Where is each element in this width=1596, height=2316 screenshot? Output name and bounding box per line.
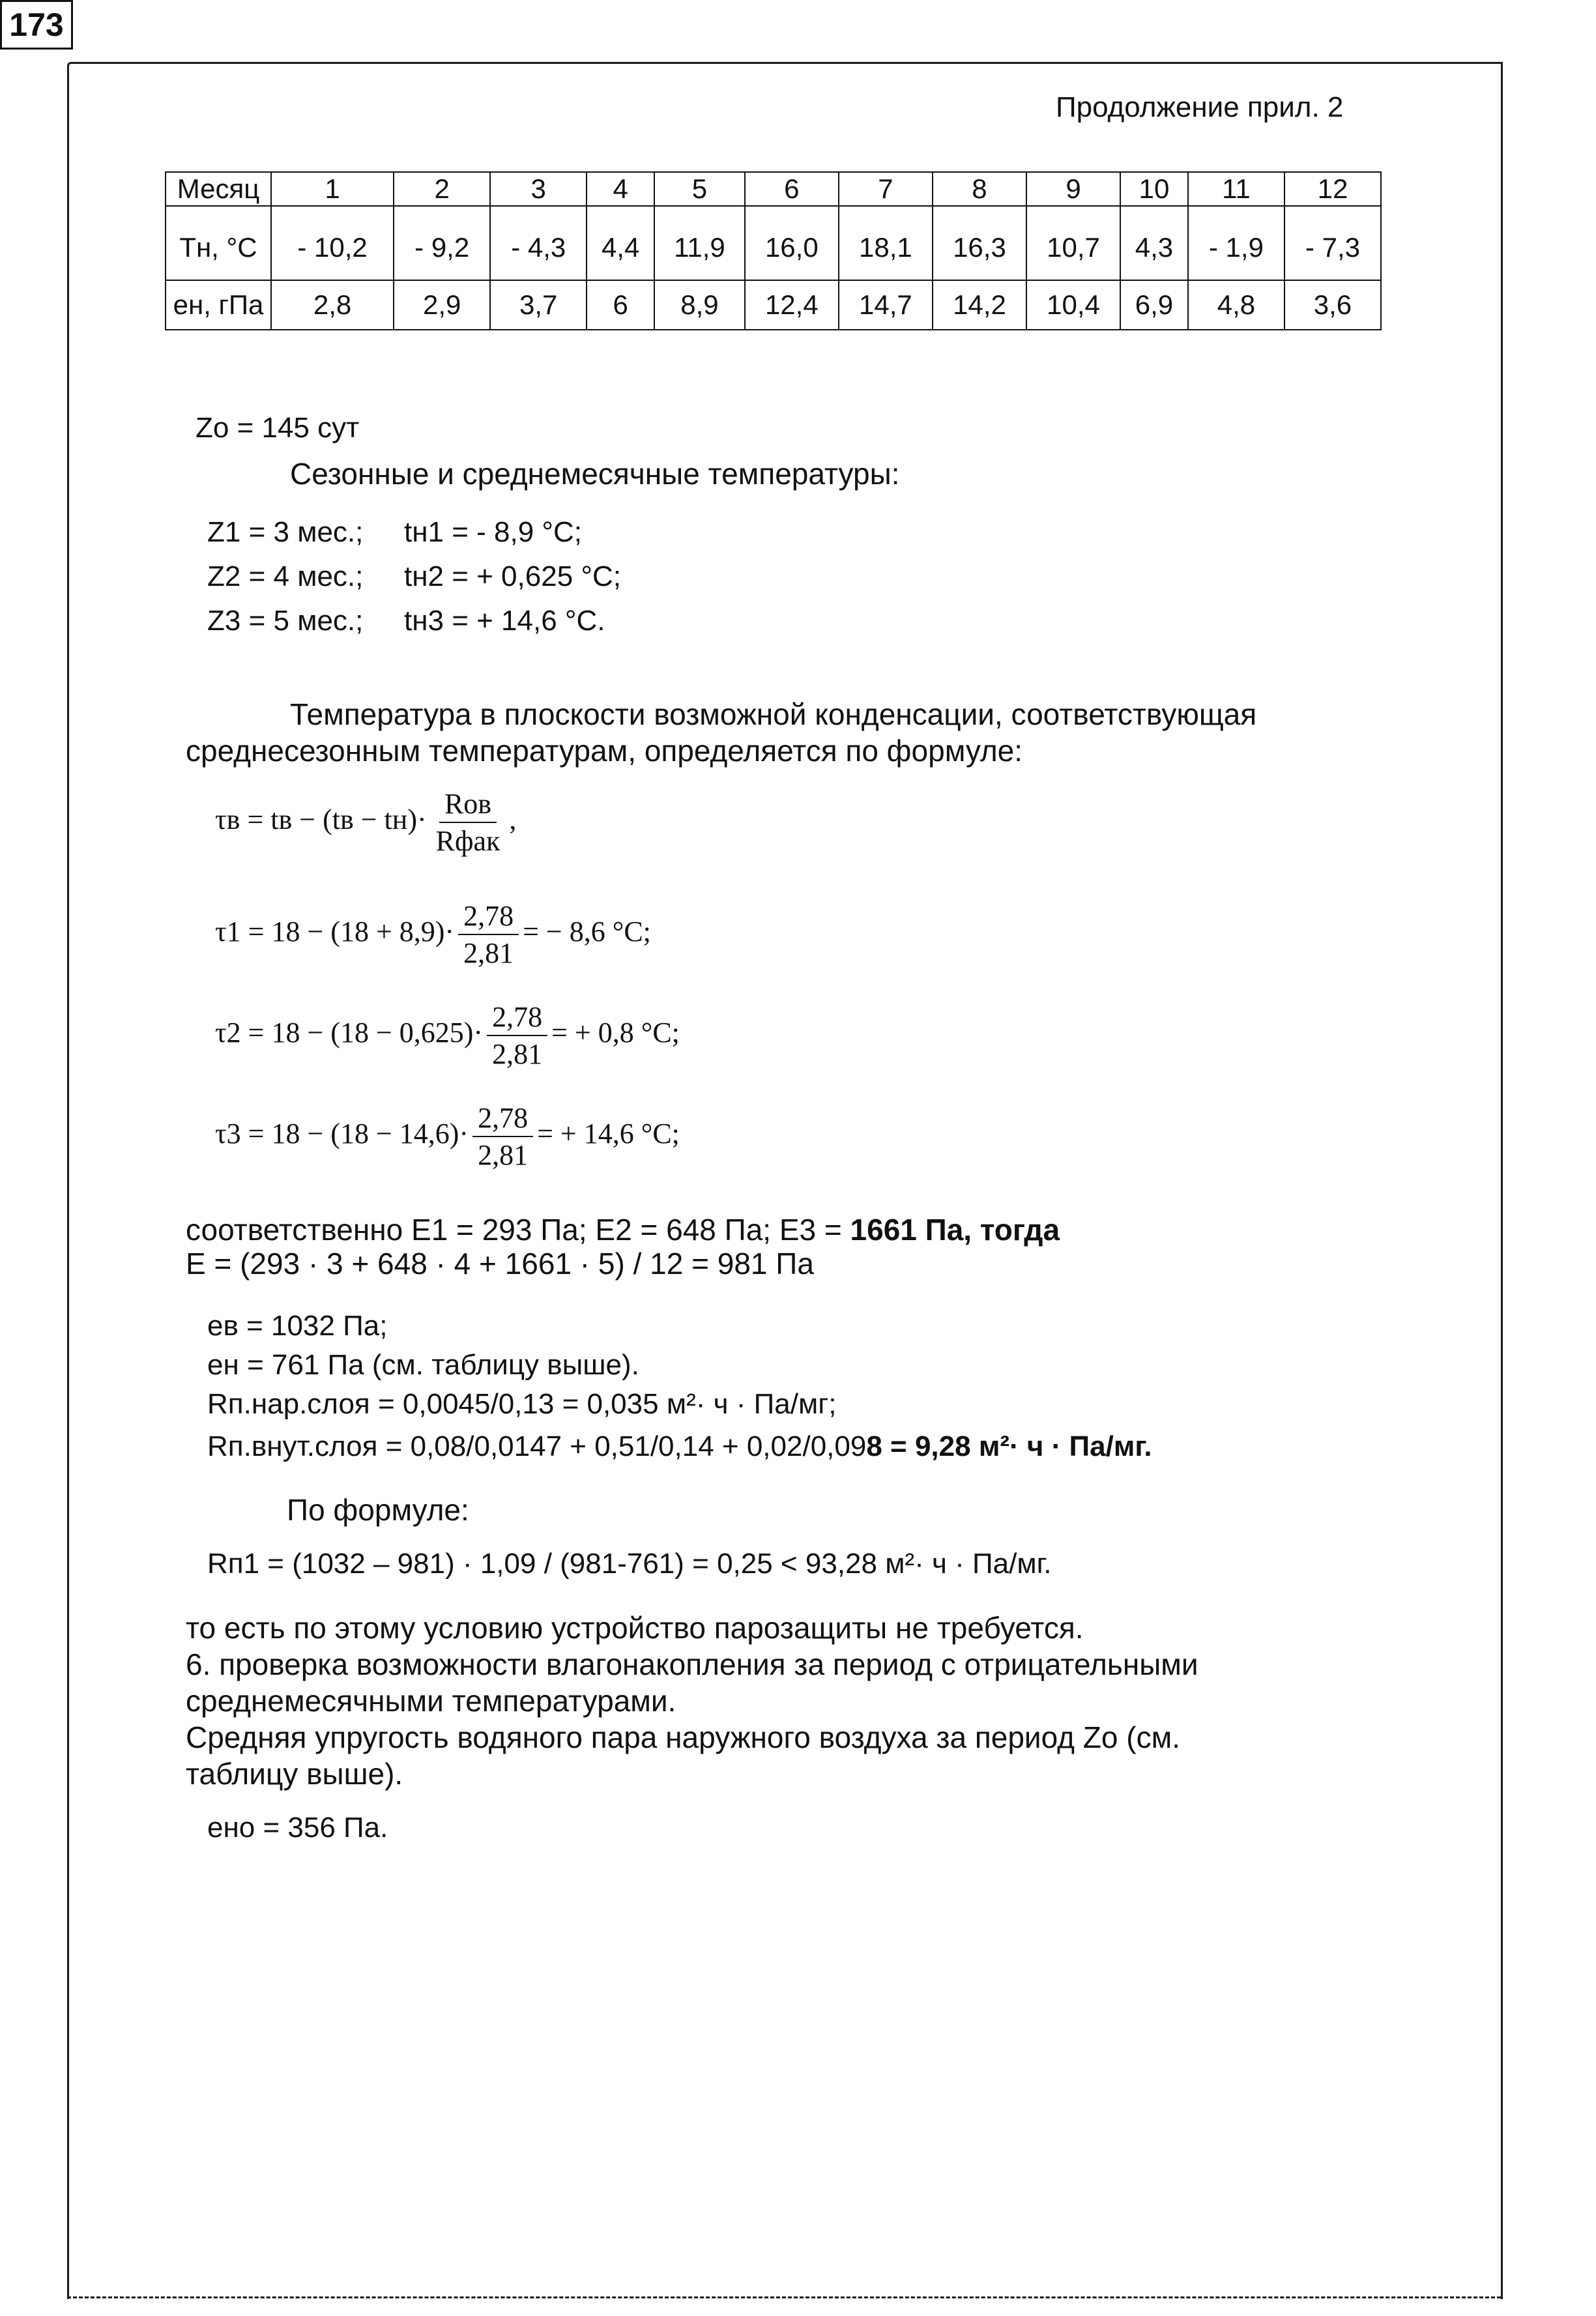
table-cell: 12: [1284, 172, 1381, 206]
conclusion-line-3: среднемесячными температурами.: [186, 1684, 676, 1718]
row-header-cell: ен, гПа: [166, 280, 271, 330]
conclusion-line-1: то есть по этому условию устройство парозащиты не требуется.: [186, 1611, 1084, 1645]
eno-line: ено = 356 Па.: [207, 1812, 388, 1844]
formula-tau3-rhs: = + 14,6 °C;: [537, 1118, 680, 1150]
table-cell: 12,4: [745, 280, 839, 330]
formula-general: [215, 787, 516, 858]
formula-tau3: [215, 1101, 680, 1172]
table-cell: 10,4: [1026, 280, 1120, 330]
table-cell: 16,3: [933, 206, 1026, 280]
table-cell: 6: [587, 280, 654, 330]
season-t2: tн2 = + 0,625 °C;: [404, 560, 621, 592]
row-header-cell: Месяц: [166, 172, 271, 206]
formula-tau1-rhs: = − 8,6 °C;: [523, 916, 651, 948]
season-z1: Z1 = 3 мес.;: [207, 516, 364, 548]
r-vnut-line: [207, 1430, 1152, 1463]
formula-tau3-num: 2,78: [472, 1101, 533, 1137]
conclusion-block: [186, 1610, 1378, 1792]
table-cell: 4,8: [1188, 280, 1284, 330]
table-cell: 11,9: [654, 206, 745, 280]
table-cell: 2: [394, 172, 490, 206]
formula-tau1: [215, 899, 651, 970]
table-cell: 7: [839, 172, 933, 206]
table-cell: 2,8: [271, 280, 394, 330]
table-cell: 3,6: [1284, 280, 1381, 330]
page-frame-bottom: [67, 2296, 1501, 2298]
result-line-1-a: соответственно Е1 = 293 Па; Е2 = 648 Па; Е3 =: [186, 1213, 850, 1247]
month-row: [166, 172, 1381, 206]
formula-tau2-rhs: = + 0,8 °C;: [551, 1017, 680, 1049]
formula-tau2: [215, 1000, 680, 1071]
table-cell: 18,1: [839, 206, 933, 280]
table-cell: 5: [654, 172, 745, 206]
table-cell: - 7,3: [1284, 206, 1381, 280]
row-header-cell: Тн, °С: [166, 206, 271, 280]
table-cell: - 9,2: [394, 206, 490, 280]
table-cell: 6: [745, 172, 839, 206]
formula-tau2-den: 2,81: [492, 1038, 543, 1070]
season-z3: Z3 = 5 мес.;: [207, 605, 364, 637]
page-number: 173: [0, 0, 73, 50]
en-line: ен = 761 Па (см. таблицу выше).: [207, 1349, 639, 1381]
formula-general-den: Rфак: [435, 825, 501, 857]
page-frame: [67, 62, 1503, 2299]
r-vnut-a: Rп.внут.слоя = 0,08/0,0147 + 0,51/0,14 + 0,02/0,09: [207, 1430, 867, 1462]
table-cell: 1: [271, 172, 394, 206]
r-nar-line: Rп.нар.слоя = 0,0045/0,13 = 0,035 м²· ч · Па/мг;: [207, 1388, 837, 1420]
table-cell: 10,7: [1026, 206, 1120, 280]
table-cell: 11: [1188, 172, 1284, 206]
table-cell: 14,2: [933, 280, 1026, 330]
intro-paragraph: Температура в плоскости возможной конденсации, соответствующая среднесезонным температурам, определяется по формуле:: [186, 697, 1257, 768]
result-line-1: [186, 1212, 1060, 1247]
conclusion-line-5: таблицу выше).: [186, 1757, 403, 1791]
rp1-line: Rп1 = (1032 – 981) · 1,09 / (981-761) = 0,25 < 93,28 м²· ч · Па/мг.: [207, 1548, 1052, 1580]
formula-tau1-lhs: τ1 = 18 − (18 + 8,9)·: [215, 916, 455, 948]
table-cell: 4,3: [1120, 206, 1188, 280]
formula-tau3-lhs: τ3 = 18 − (18 − 14,6)·: [215, 1118, 469, 1150]
formula-tau1-den: 2,81: [463, 937, 514, 969]
table-cell: 9: [1026, 172, 1120, 206]
table-cell: 8,9: [654, 280, 745, 330]
table-cell: 4: [587, 172, 654, 206]
table-cell: 2,9: [394, 280, 490, 330]
season-t3: tн3 = + 14,6 °C.: [404, 605, 605, 637]
formula-general-lhs: τв = tв − (tв − tн)·: [215, 803, 427, 836]
season-z2: Z2 = 4 мес.;: [207, 560, 364, 592]
continuation-header: Продолжение прил. 2: [1056, 91, 1344, 123]
conclusion-line-4: Средняя упругость водяного пара наружного воздуха за период Zо (см.: [186, 1720, 1180, 1754]
table-cell: 3,7: [490, 280, 587, 330]
zo-line: Zо = 145 сут: [196, 412, 360, 444]
table-cell: 14,7: [839, 280, 933, 330]
conclusion-line-2: 6. проверка возможности влагонакопления за период с отрицательными: [186, 1647, 1198, 1681]
formula-tau1-num: 2,78: [458, 899, 519, 935]
r-vnut-b: 8 = 9,28 м²· ч · Па/мг.: [866, 1430, 1152, 1462]
table-cell: 6,9: [1120, 280, 1188, 330]
by-formula: По формуле:: [287, 1493, 469, 1527]
result-line-2: Е = (293 · 3 + 648 · 4 + 1661 · 5) / 12 = 981 Па: [186, 1247, 814, 1281]
climate-table: [165, 171, 1382, 330]
table-cell: - 1,9: [1188, 206, 1284, 280]
formula-tau3-den: 2,81: [478, 1139, 529, 1171]
table-cell: 16,0: [745, 206, 839, 280]
table-cell: - 4,3: [490, 206, 587, 280]
result-line-1-b: 1661 Па, тогда: [850, 1213, 1060, 1247]
formula-tau2-num: 2,78: [487, 1000, 547, 1036]
table-cell: 4,4: [587, 206, 654, 280]
seasonal-heading: Сезонные и среднемесячные температуры:: [290, 457, 900, 491]
formula-tau2-lhs: τ2 = 18 − (18 − 0,625)·: [215, 1017, 484, 1049]
table-cell: 8: [933, 172, 1026, 206]
table-cell: - 10,2: [271, 206, 394, 280]
table-cell: 10: [1120, 172, 1188, 206]
temperature-row: [166, 206, 1381, 280]
formula-general-num: Rов: [439, 787, 497, 823]
season-t1: tн1 = - 8,9 °C;: [404, 516, 583, 548]
table-cell: 3: [490, 172, 587, 206]
formula-general-tail: ,: [509, 803, 517, 836]
ev-line: ев = 1032 Па;: [207, 1310, 388, 1342]
vapor-pressure-row: [166, 280, 1381, 330]
